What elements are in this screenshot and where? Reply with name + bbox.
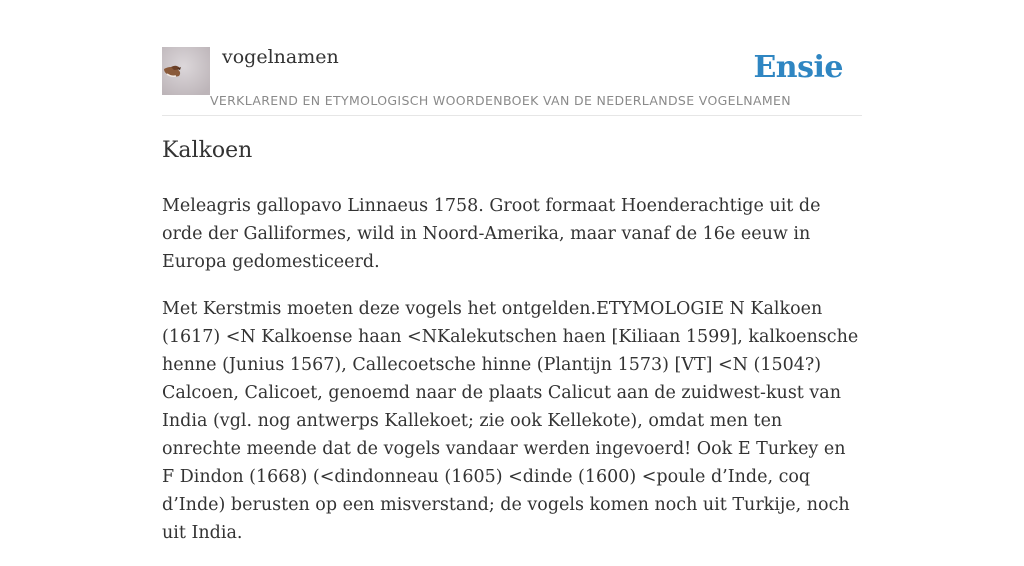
bird-photo-icon xyxy=(162,47,210,95)
entry-paragraph: Met Kerstmis moeten deze vogels het ontgelden.ETYMOLOGIE N Kalkoen (1617) <N Kalkoense haan <NKalekutschen haen [Kiliaan 1599], kalkoensche henne (Junius 1567), Callecoetsche hinne (Plantijn 1573) [VT] <N (1504?) Calcoen, Calicoet, genoemd naar de plaats Calicut aan de zuidwest-kust van India (vgl. nog antwerps Kallekoet; zie ook Kellekote), omdat men ten onrechte meende dat de vogels vandaar werden ingevoerd! Ook E Turkey en F Dindon (1668) (<dindonneau (1605) <dinde (1600) <poule d’Inde, coq d’Inde) berusten op een misverstand; de vogels komen noch uit Turkije, noch uit India. xyxy=(162,299,859,543)
entry-title: Kalkoen xyxy=(162,138,253,163)
blog-description: VERKLAREND EN ETYMOLOGISCH WOORDENBOEK VAN DE NEDERLANDSE VOGELNAMEN xyxy=(210,93,791,108)
blog-header xyxy=(162,44,862,116)
blog-name[interactable]: vogelnamen xyxy=(222,46,339,68)
entry-content xyxy=(162,192,862,566)
ensie-logo-link[interactable]: Ensie xyxy=(753,50,843,85)
blog-avatar[interactable] xyxy=(162,47,210,95)
entry-paragraph: Meleagris gallopavo Linnaeus 1758. Groot formaat Hoenderachtige uit de orde der Galliformes, wild in Noord-Amerika, maar vanaf de 16e eeuw in Europa gedomesticeerd. xyxy=(162,196,821,272)
